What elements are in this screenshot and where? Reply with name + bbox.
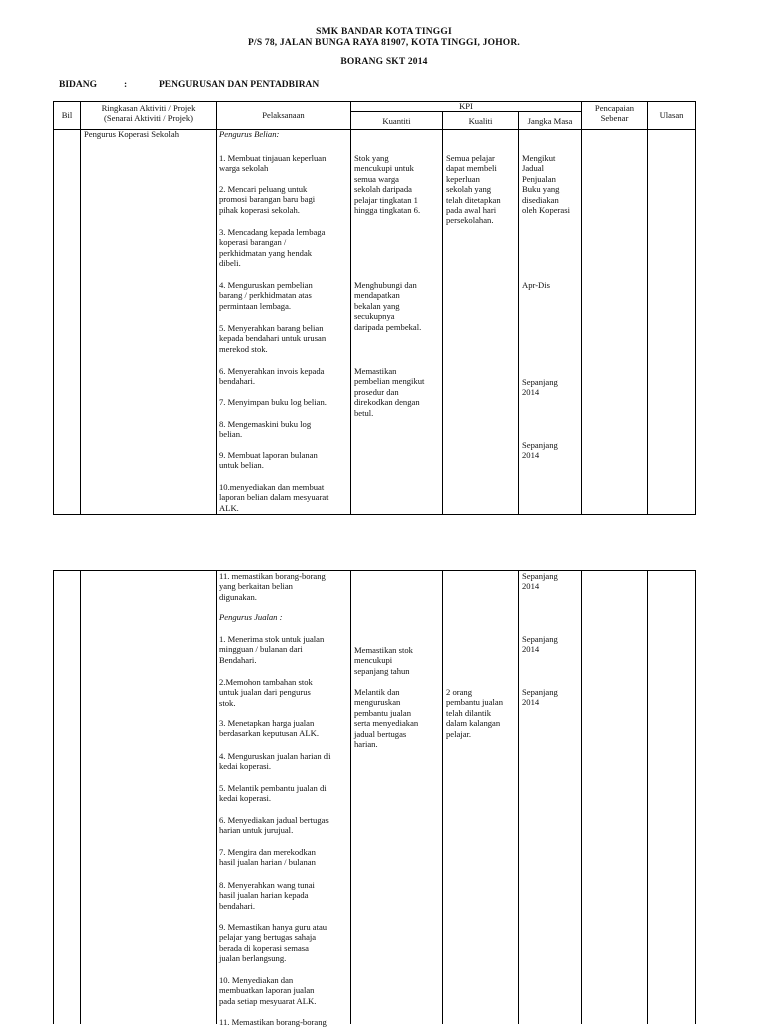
header-kuantiti: Kuantiti	[382, 116, 411, 126]
jangka-masa-text: Sepanjang 2014	[522, 634, 558, 655]
list-item: 6. Menyerahkan invois kepada bendahari.	[219, 366, 325, 387]
list-item: 6. Menyediakan jadual bertugas harian untuk jurujual.	[219, 815, 329, 836]
kuantiti-text: Melantik dan menguruskan pembantu jualan serta menyediakan jadual bertugas harian.	[354, 687, 419, 750]
list-item: 7. Menyimpan buku log belian.	[219, 397, 327, 407]
list-item: 4. Menguruskan pembelian barang / perkhidmatan atas permintaan lembaga.	[219, 280, 313, 311]
jangka-masa-text: Sepanjang 2014	[522, 687, 558, 708]
list-item: 8. Mengemaskini buku log belian.	[219, 419, 312, 440]
list-item: 11. memastikan borang-borang yang berkaitan belian digunakan.	[219, 571, 326, 602]
kuantiti-text: Memastikan stok mencukupi sepanjang tahun	[354, 645, 413, 676]
list-item: 5. Menyerahkan barang belian kepada bendahari untuk urusan merekod stok.	[219, 323, 327, 354]
list-item: 2.Memohon tambahan stok untuk jualan dari pengurus stok.	[219, 677, 313, 708]
list-item: 10. Menyediakan dan membuatkan laporan jualan pada setiap mesyuarat ALK.	[219, 975, 317, 1006]
form-title: BORANG SKT 2014	[340, 57, 428, 67]
school-name: SMK BANDAR KOTA TINGGI	[316, 27, 452, 37]
header-pelaksanaan: Pelaksanaan	[262, 110, 305, 120]
jangka-masa-text: Sepanjang 2014	[522, 571, 558, 592]
header-ringkasan: Ringkasan Aktiviti / Projek (Senarai Aktiviti / Projek)	[101, 103, 196, 124]
bidang-value: PENGURUSAN DAN PENTADBIRAN	[159, 80, 320, 90]
list-item: 1. Menerima stok untuk jualan mingguan / bulanan dari Bendahari.	[219, 634, 325, 665]
list-item: 3. Mencadang kepada lembaga koperasi barangan / perkhidmatan yang hendak dibeli.	[219, 227, 326, 269]
list-item: 1. Membuat tinjauan keperluan warga sekolah	[219, 153, 327, 174]
list-item: 11. Memastikan borang-borang	[219, 1017, 327, 1027]
list-item: 9. Memastikan hanya guru atau pelajar yang bertugas sahaja berada di koperasi semasa jualan berlangsung.	[219, 922, 328, 964]
kualiti-text: 2 orang pembantu jualan telah dilantik dalam kalangan pelajar.	[446, 687, 504, 739]
header-jangka-masa: Jangka Masa	[527, 116, 573, 126]
list-item: 10.menyediakan dan membuat laporan belian dalam mesyuarat ALK.	[219, 482, 329, 513]
list-item: 4. Menguruskan jualan harian di kedai koperasi.	[219, 751, 331, 772]
jangka-masa-text: Sepanjang 2014	[522, 440, 558, 461]
kuantiti-text: Memastikan pembelian mengikut prosedur dan direkodkan dengan betul.	[354, 366, 425, 418]
header-kpi: KPI	[459, 101, 473, 111]
header-ulasan: Ulasan	[659, 110, 684, 120]
bidang-label: BIDANG	[59, 80, 98, 90]
list-item: 9. Membuat laporan bulanan untuk belian.	[219, 450, 318, 471]
list-item: 2. Mencari peluang untuk promosi barangan baru bagi pihak koperasi sekolah.	[219, 184, 316, 215]
section-title-jualan: Pengurus Jualan :	[219, 612, 283, 622]
bidang-colon: :	[124, 80, 128, 90]
kualiti-text: Semua pelajar dapat membeli keperluan sekolah yang telah ditetapkan pada awal hari persekolahan.	[446, 153, 501, 226]
header-bil: Bil	[61, 110, 73, 120]
jangka-masa-text: Mengikut Jadual Penjualan Buku yang disediakan oleh Koperasi	[522, 153, 570, 216]
jangka-masa-text: Apr-Dis	[522, 280, 550, 290]
list-item: 7. Mengira dan merekodkan hasil jualan harian / bulanan	[219, 847, 316, 868]
header-pencapaian: Pencapaian Sebenar	[594, 103, 635, 124]
kuantiti-text: Menghubungi dan mendapatkan bekalan yang secukupnya daripada pembekal.	[354, 280, 422, 332]
aktiviti-text: Pengurus Koperasi Sekolah	[84, 129, 179, 139]
header-kualiti: Kualiti	[468, 116, 493, 126]
school-address: P/S 78, JALAN BUNGA RAYA 81907, KOTA TINGGI, JOHOR.	[247, 38, 521, 48]
list-item: 5. Melantik pembantu jualan di kedai koperasi.	[219, 783, 327, 804]
section-title-belian: Pengurus Belian:	[219, 129, 280, 139]
list-item: 8. Menyerahkan wang tunai hasil jualan harian kepada bendahari.	[219, 880, 315, 911]
list-item: 3. Menetapkan harga jualan berdasarkan keputusan ALK.	[219, 718, 319, 739]
kuantiti-text: Stok yang mencukupi untuk semua warga sekolah daripada pelajar tingkatan 1 hingga tingkatan 6.	[354, 153, 421, 216]
jangka-masa-text: Sepanjang 2014	[522, 377, 558, 398]
